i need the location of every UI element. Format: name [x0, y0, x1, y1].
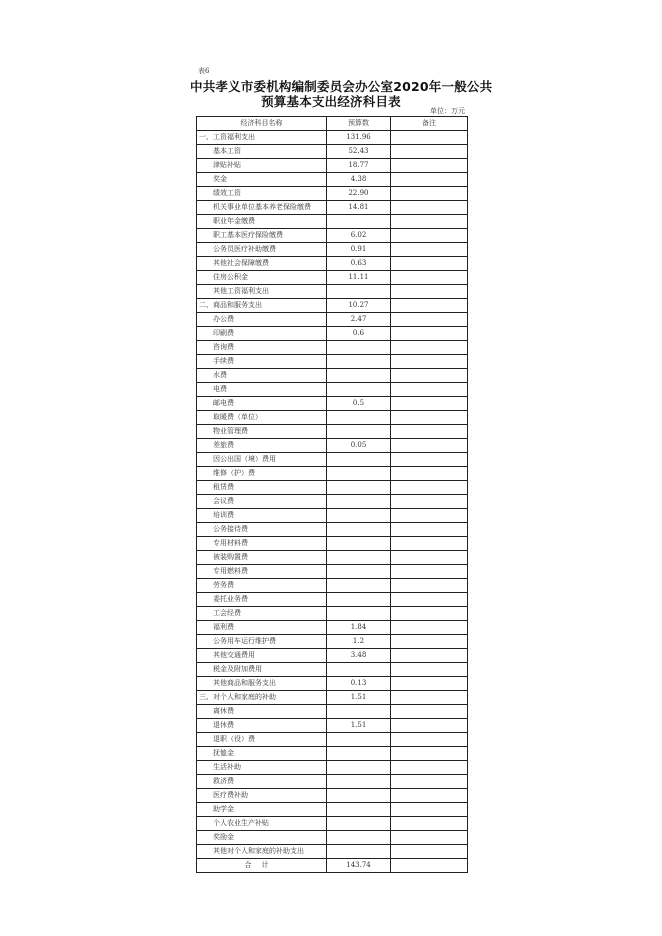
header-remark: 备注	[391, 117, 468, 131]
table-row	[197, 705, 468, 719]
row-name: 其他对个人和家庭的补助支出	[197, 845, 327, 859]
row-name: 水费	[197, 369, 327, 383]
row-remark	[391, 383, 468, 397]
row-amount	[327, 537, 391, 551]
row-amount	[327, 467, 391, 481]
row-remark	[391, 747, 468, 761]
total-remark	[391, 859, 468, 873]
table-row	[197, 523, 468, 537]
row-remark	[391, 593, 468, 607]
row-amount	[327, 593, 391, 607]
table-row	[197, 677, 468, 691]
row-name: 被装购置费	[197, 551, 327, 565]
row-name: 退休费	[197, 719, 327, 733]
table-section-row	[197, 299, 468, 313]
row-name: 住房公积金	[197, 271, 327, 285]
row-amount	[327, 383, 391, 397]
row-remark	[391, 551, 468, 565]
row-name: 委托业务费	[197, 593, 327, 607]
row-name: 生活补助	[197, 761, 327, 775]
row-remark	[391, 579, 468, 593]
row-amount	[327, 369, 391, 383]
row-remark	[391, 649, 468, 663]
row-remark	[391, 453, 468, 467]
table-row	[197, 285, 468, 299]
row-remark	[391, 145, 468, 159]
page-title-line-2: 预算基本支出经济科目表	[261, 94, 401, 109]
table-row	[197, 621, 468, 635]
row-amount	[327, 523, 391, 537]
row-remark	[391, 439, 468, 453]
row-amount: 4.38	[327, 173, 391, 187]
row-amount	[327, 761, 391, 775]
row-remark	[391, 621, 468, 635]
table-row	[197, 229, 468, 243]
row-name: 职业年金缴费	[197, 215, 327, 229]
row-name: 奖励金	[197, 831, 327, 845]
row-name: 差旅费	[197, 439, 327, 453]
row-name: 医疗费补助	[197, 789, 327, 803]
row-remark	[391, 467, 468, 481]
row-remark	[391, 677, 468, 691]
row-name: 机关事业单位基本养老保险缴费	[197, 201, 327, 215]
row-remark	[391, 341, 468, 355]
row-remark	[391, 243, 468, 257]
row-name: 津贴补贴	[197, 159, 327, 173]
table-section-row	[197, 131, 468, 145]
row-amount	[327, 775, 391, 789]
table-row	[197, 593, 468, 607]
table-row	[197, 173, 468, 187]
row-amount	[327, 789, 391, 803]
table-row	[197, 495, 468, 509]
row-amount: 0.05	[327, 439, 391, 453]
table-section-row	[197, 691, 468, 705]
row-name: 印刷费	[197, 327, 327, 341]
row-amount	[327, 733, 391, 747]
row-amount	[327, 579, 391, 593]
row-name: 二、商品和服务支出	[197, 299, 327, 313]
row-name: 公务接待费	[197, 523, 327, 537]
row-remark	[391, 691, 468, 705]
row-remark	[391, 831, 468, 845]
row-name: 会议费	[197, 495, 327, 509]
row-name: 助学金	[197, 803, 327, 817]
row-remark	[391, 719, 468, 733]
row-remark	[391, 369, 468, 383]
row-amount: 2.47	[327, 313, 391, 327]
row-amount: 0.6	[327, 327, 391, 341]
row-amount	[327, 803, 391, 817]
row-name: 专用燃料费	[197, 565, 327, 579]
row-amount	[327, 509, 391, 523]
row-remark	[391, 201, 468, 215]
table-header-row	[197, 117, 468, 131]
row-name: 邮电费	[197, 397, 327, 411]
row-amount: 6.02	[327, 229, 391, 243]
row-amount	[327, 481, 391, 495]
row-remark	[391, 635, 468, 649]
row-name: 物业管理费	[197, 425, 327, 439]
row-name: 一、工资福利支出	[197, 131, 327, 145]
row-amount	[327, 355, 391, 369]
row-remark	[391, 187, 468, 201]
row-remark	[391, 803, 468, 817]
table-row	[197, 733, 468, 747]
row-amount	[327, 215, 391, 229]
row-amount: 18.77	[327, 159, 391, 173]
row-name: 抚恤金	[197, 747, 327, 761]
table-row	[197, 649, 468, 663]
budget-table	[196, 116, 468, 873]
table-row	[197, 747, 468, 761]
row-amount: 0.91	[327, 243, 391, 257]
row-name: 奖金	[197, 173, 327, 187]
table-row	[197, 425, 468, 439]
row-remark	[391, 495, 468, 509]
row-amount	[327, 551, 391, 565]
row-name: 公务用车运行维护费	[197, 635, 327, 649]
row-amount	[327, 817, 391, 831]
budget-table-body	[197, 117, 468, 873]
row-name: 办公费	[197, 313, 327, 327]
table-row	[197, 817, 468, 831]
row-name: 咨询费	[197, 341, 327, 355]
row-name: 绩效工资	[197, 187, 327, 201]
row-name: 救济费	[197, 775, 327, 789]
row-amount: 1.51	[327, 719, 391, 733]
row-remark	[391, 663, 468, 677]
row-name: 个人农业生产补贴	[197, 817, 327, 831]
row-remark	[391, 285, 468, 299]
table-row	[197, 187, 468, 201]
row-remark	[391, 299, 468, 313]
row-amount: 10.27	[327, 299, 391, 313]
row-name: 租赁费	[197, 481, 327, 495]
table-row	[197, 537, 468, 551]
row-name: 福利费	[197, 621, 327, 635]
row-name: 取暖费（单位）	[197, 411, 327, 425]
row-amount	[327, 705, 391, 719]
row-amount: 1.84	[327, 621, 391, 635]
table-row	[197, 775, 468, 789]
row-amount	[327, 425, 391, 439]
row-remark	[391, 159, 468, 173]
row-name: 税金及附加费用	[197, 663, 327, 677]
table-row	[197, 831, 468, 845]
row-remark	[391, 425, 468, 439]
row-amount	[327, 663, 391, 677]
row-amount	[327, 411, 391, 425]
row-amount: 11.11	[327, 271, 391, 285]
row-name: 职工基本医疗保险缴费	[197, 229, 327, 243]
row-amount: 0.5	[327, 397, 391, 411]
table-row	[197, 369, 468, 383]
row-name: 基本工资	[197, 145, 327, 159]
table-number: 表6	[198, 67, 210, 75]
row-remark	[391, 229, 468, 243]
row-name: 离休费	[197, 705, 327, 719]
page-title-line-1: 中共孝义市委机构编制委员会办公室2020年一般公共	[190, 79, 493, 94]
table-row	[197, 481, 468, 495]
table-row	[197, 257, 468, 271]
table-row	[197, 761, 468, 775]
row-remark	[391, 313, 468, 327]
row-amount	[327, 831, 391, 845]
table-row	[197, 145, 468, 159]
table-row	[197, 845, 468, 859]
row-remark	[391, 845, 468, 859]
row-name: 其他工资福利支出	[197, 285, 327, 299]
row-remark	[391, 509, 468, 523]
row-remark	[391, 537, 468, 551]
row-remark	[391, 257, 468, 271]
table-row	[197, 789, 468, 803]
row-remark	[391, 817, 468, 831]
table-row	[197, 467, 468, 481]
row-remark	[391, 565, 468, 579]
table-row	[197, 509, 468, 523]
row-amount	[327, 495, 391, 509]
table-row	[197, 663, 468, 677]
table-row	[197, 803, 468, 817]
row-remark	[391, 789, 468, 803]
row-remark	[391, 397, 468, 411]
row-amount	[327, 285, 391, 299]
row-amount	[327, 565, 391, 579]
table-row	[197, 719, 468, 733]
row-name: 其他交通费用	[197, 649, 327, 663]
table-row	[197, 439, 468, 453]
row-name: 电费	[197, 383, 327, 397]
row-amount: 0.13	[327, 677, 391, 691]
table-row	[197, 271, 468, 285]
unit-label: 单位：万元	[430, 107, 465, 115]
row-name: 工会经费	[197, 607, 327, 621]
table-total-row	[197, 859, 468, 873]
table-row	[197, 313, 468, 327]
table-row	[197, 453, 468, 467]
table-row	[197, 565, 468, 579]
row-amount	[327, 747, 391, 761]
table-row	[197, 215, 468, 229]
row-amount	[327, 607, 391, 621]
table-row	[197, 383, 468, 397]
row-name: 三、对个人和家庭的补助	[197, 691, 327, 705]
header-name: 经济科目名称	[197, 117, 327, 131]
row-remark	[391, 523, 468, 537]
table-row	[197, 243, 468, 257]
row-amount	[327, 453, 391, 467]
row-amount: 14.81	[327, 201, 391, 215]
table-row	[197, 159, 468, 173]
row-amount: 1.2	[327, 635, 391, 649]
table-row	[197, 607, 468, 621]
row-name: 维修（护）费	[197, 467, 327, 481]
row-amount: 131.96	[327, 131, 391, 145]
row-amount: 3.48	[327, 649, 391, 663]
row-remark	[391, 733, 468, 747]
row-remark	[391, 411, 468, 425]
table-row	[197, 411, 468, 425]
row-amount: 1.51	[327, 691, 391, 705]
header-amount: 预算数	[327, 117, 391, 131]
row-name: 其他商品和服务支出	[197, 677, 327, 691]
row-amount: 22.90	[327, 187, 391, 201]
table-row	[197, 355, 468, 369]
row-name: 手续费	[197, 355, 327, 369]
row-name: 培训费	[197, 509, 327, 523]
table-row	[197, 201, 468, 215]
row-remark	[391, 607, 468, 621]
row-remark	[391, 131, 468, 145]
total-label: 合计	[197, 859, 327, 873]
row-name: 因公出国（境）费用	[197, 453, 327, 467]
row-remark	[391, 775, 468, 789]
row-name: 劳务费	[197, 579, 327, 593]
row-name: 其他社会保障缴费	[197, 257, 327, 271]
row-amount: 52.43	[327, 145, 391, 159]
table-row	[197, 635, 468, 649]
row-remark	[391, 215, 468, 229]
row-amount	[327, 845, 391, 859]
row-amount: 0.63	[327, 257, 391, 271]
table-row	[197, 579, 468, 593]
total-amount: 143.74	[327, 859, 391, 873]
row-remark	[391, 327, 468, 341]
row-amount	[327, 341, 391, 355]
table-row	[197, 551, 468, 565]
row-remark	[391, 271, 468, 285]
row-name: 专用材料费	[197, 537, 327, 551]
table-row	[197, 341, 468, 355]
row-remark	[391, 761, 468, 775]
row-name: 退职（役）费	[197, 733, 327, 747]
row-remark	[391, 481, 468, 495]
row-remark	[391, 705, 468, 719]
row-remark	[391, 173, 468, 187]
row-remark	[391, 355, 468, 369]
table-row	[197, 327, 468, 341]
table-row	[197, 397, 468, 411]
row-name: 公务员医疗补助缴费	[197, 243, 327, 257]
